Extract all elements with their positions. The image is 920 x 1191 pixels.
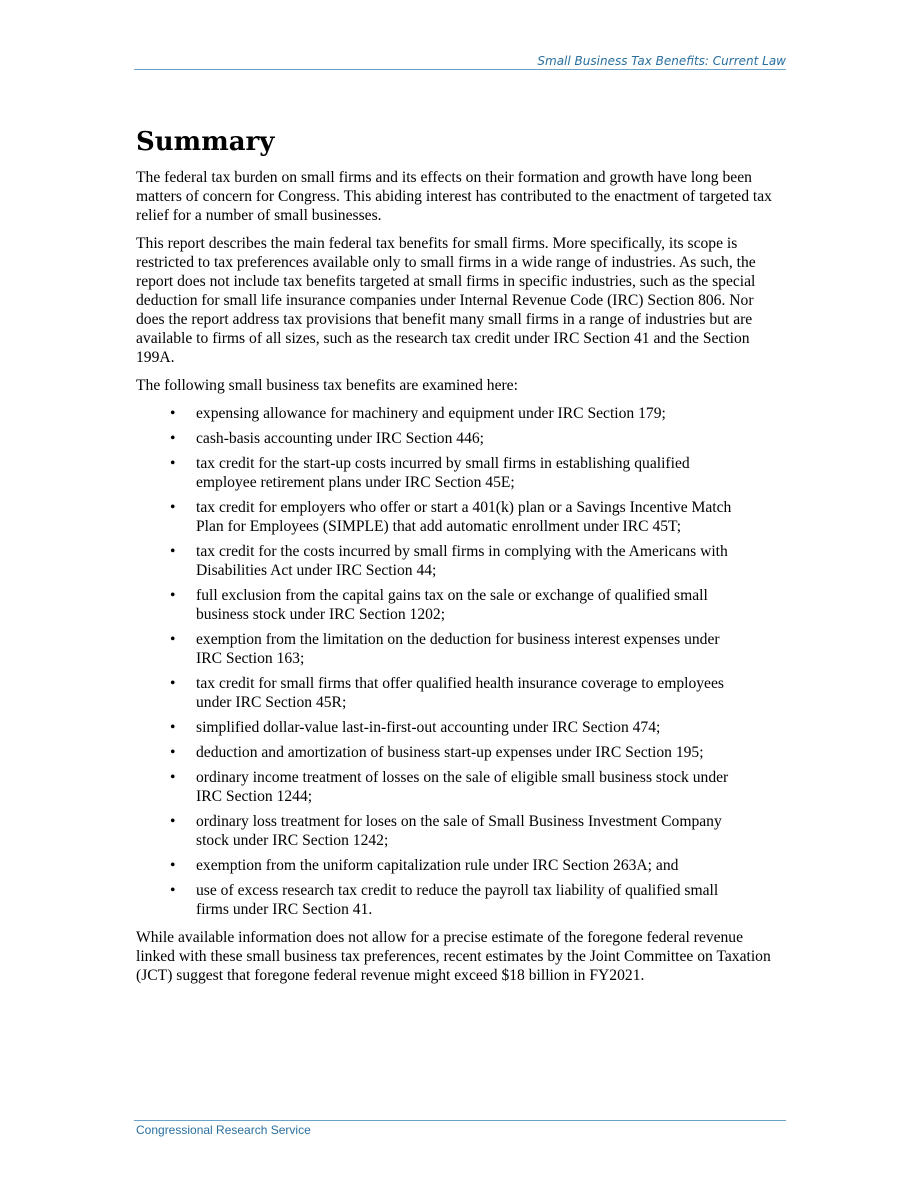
paragraph-scope: This report describes the main federal tax benefits for small firms. More specifically, its scope is restricted to tax preferences available only to small firms in a wide range of industries. As such, the report does not include tax benefits targeted at small firms in specific industries, such as the special deduction for small life insurance companies under Internal Revenue Code (IRC) Section 806. Nor does the report address tax provisions that benefit many small firms in a range of industries but are available to firms of all sizes, such as the research tax credit under IRC Section 41 and the Section 199A.	[136, 235, 756, 366]
list-item: • tax credit for employers who offer or start a 401(k) plan or a Savings Incentive Match Plan for Employees (SIMPLE) that add automatic enrollment under IRC 45T;	[196, 498, 736, 536]
header-rule	[134, 69, 786, 70]
list-item: • deduction and amortization of business start-up expenses under IRC Section 195;	[196, 743, 736, 762]
list-item: • full exclusion from the capital gains tax on the sale or exchange of qualified small business stock under IRC Section 1202;	[196, 586, 736, 624]
list-item: • cash-basis accounting under IRC Section 446;	[196, 429, 736, 448]
list-item: • ordinary income treatment of losses on the sale of eligible small business stock under IRC Section 1244;	[196, 768, 736, 806]
list-item: • expensing allowance for machinery and equipment under IRC Section 179;	[196, 404, 736, 423]
running-footer: Congressional Research Service	[136, 1123, 311, 1137]
paragraph-list-lead: The following small business tax benefits are examined here:	[136, 377, 518, 394]
list-item: • simplified dollar-value last-in-first-out accounting under IRC Section 474;	[196, 718, 736, 737]
list-item: • use of excess research tax credit to reduce the payroll tax liability of qualified small firms under IRC Section 41.	[196, 881, 736, 919]
list-item: • ordinary loss treatment for loses on the sale of Small Business Investment Company stock under IRC Section 1242;	[196, 812, 736, 850]
section-title: Summary	[136, 127, 275, 157]
running-header: Small Business Tax Benefits: Current Law	[537, 54, 786, 68]
paragraph-intro: The federal tax burden on small firms and its effects on their formation and growth have long been matters of concern for Congress. This abiding interest has contributed to the enactment of targeted tax relief for a number of small businesses.	[136, 169, 772, 224]
list-item: • tax credit for small firms that offer qualified health insurance coverage to employees under IRC Section 45R;	[196, 674, 736, 712]
footer-rule	[134, 1120, 786, 1121]
list-item: • tax credit for the costs incurred by small firms in complying with the Americans with Disabilities Act under IRC Section 44;	[196, 542, 736, 580]
list-item: • tax credit for the start-up costs incurred by small firms in establishing qualified employee retirement plans under IRC Section 45E;	[196, 454, 736, 492]
summary-section	[136, 124, 784, 994]
list-item: • exemption from the limitation on the deduction for business interest expenses under IRC Section 163;	[196, 630, 736, 668]
list-item: • exemption from the uniform capitalization rule under IRC Section 263A; and	[196, 856, 736, 875]
paragraph-closing: While available information does not allow for a precise estimate of the foregone federal revenue linked with these small business tax preferences, recent estimates by the Joint Committee on Taxation (JCT) suggest that foregone federal revenue might exceed $18 billion in FY2021.	[136, 929, 771, 984]
benefits-list	[136, 404, 784, 919]
